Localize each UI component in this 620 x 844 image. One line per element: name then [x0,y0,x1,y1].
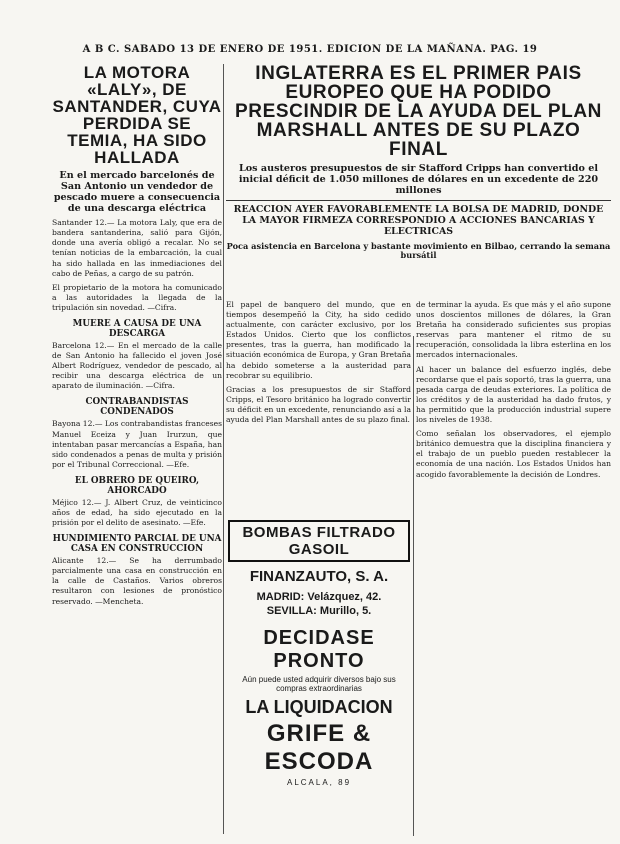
article-paragraph: Santander 12.— La motora Laly, que era de bandera santanderina, salió para Gijón, donde una avería obligó a recalar. No se tenían noticias de la embarcación, la cual ha sido hallada en las inmediaciones del cabo de Peñas, a cargo de su patrón. [52,218,222,278]
article-paragraph: de terminar la ayuda. Es que más y el año supone unos doscientos millones de dólares, la Gran Bretaña ha considerado suficientes sus propias reservas para mantener el ritmo de su recuperación, consolidada la libra esterlina en los mercados internacionales. [416,300,611,360]
right-column [416,300,611,835]
article-paragraph: Bayona 12.— Los contrabandistas franceses Manuel Eceiza y Juan Irurzun, que intentaban pasar mercancías a España, han sido condenados a penas de multa y prisión por el Tribunal Correccional. —Efe. [52,419,222,469]
left-headline: LA MOTORA «LALY», DE SANTANDER, CUYA PERDIDA SE TEMIA, HA SIDO HALLADA [52,64,222,167]
section-headline: REACCION AYER FAVORABLEMENTE LA BOLSA DE MADRID, DONDE LA MAYOR FIRMEZA CORRESPONDIO A ACCIONES BANCARIAS Y ELECTRICAS [233,204,604,237]
column-divider [413,336,414,836]
article-paragraph: Barcelona 12.— En el mercado de la calle de San Antonio ha fallecido el joven José Albert Rodríguez, vendedor de pescado, al recibir una descarga eléctrica de un aparato de iluminación. —Cifra. [52,340,222,391]
article-paragraph: Alicante 12.— Se ha derrumbado parcialmente una casa en construcción en la calle de Castaños. Varios obreros resultaron con lesiones de pronóstico reservado. —Mencheta. [52,556,222,606]
column-divider [223,64,224,834]
main-headline: INGLATERRA ES EL PRIMER PAIS EUROPEO QUE HA PODIDO PRESCINDIR DE LA AYUDA DEL PLAN MARSHALL ANTES DE SU PLAZO FINAL [235,64,602,160]
section-subhead: Poca asistencia en Barcelona y bastante movimiento en Bilbao, cerrando la semana bursátil [226,240,611,260]
ad-address-madrid: MADRID: Velázquez, 42. [256,591,382,603]
ad-address-sevilla: SEVILLA: Murillo, 5. [266,605,372,617]
section-title: MUERE A CAUSA DE UNA DESCARGA [72,318,202,339]
section-title: CONTRABANDISTAS CONDENADOS [85,397,189,418]
ad-brand: GRIFE & ESCODA [264,720,374,775]
left-column [52,64,222,834]
divider [226,200,611,201]
ad-liquidation: LA LIQUIDACION [245,697,393,717]
ad-headline: DECIDASE PRONTO [263,627,375,672]
section-title: EL OBRERO DE QUEIRO, AHORCADO [74,475,200,496]
ad-title: BOMBAS FILTRADO GASOIL [228,520,410,562]
middle-column [226,300,411,515]
article-paragraph: Como señalan los observadores, el ejemplo británico demuestra que la disciplina financiera y el trabajo de un pueblo pueden restablecer la economía de una nación. Los Estados Unidos han acogido favorablemente la decisión de Londres. [416,429,611,479]
ad-address: ALCALA, 89 [286,778,352,787]
article-paragraph: Gracias a los presupuestos de sir Stafford Cripps, el Tesoro británico ha logrado convertir su déficit en un excedente, renunciando así a la ayuda del Plan Marshall antes de su plazo final. [226,384,411,425]
advertisement [228,520,410,832]
ad-company: FINANZAUTO, S. A. [249,568,389,585]
article-paragraph: Méjico 12.— J. Albert Cruz, de veinticinco años de edad, ha sido ejecutado en la prisión por el delito de asesinato. —Efe. [52,497,222,528]
article-paragraph: El propietario de la motora ha comunicado a las autoridades la llegada de la tripulación sin novedad. —Cifra. [52,282,222,312]
ad-text: Aún puede usted adquirir diversos bajo sus compras extraordinarias [242,675,396,693]
main-subhead: Los austeros presupuestos de sir Stafford Cripps han convertido el inicial déficit de 1.050 millones de dólares en un excedente de 220 millones [238,163,599,197]
page-header: A B C. SABADO 13 DE ENERO DE 1951. EDICION DE LA MAÑANA. PAG. 19 [82,44,538,55]
article-paragraph: Al hacer un balance del esfuerzo inglés, debe recordarse que el país soportó, tras la guerra, una pesada carga de deudas exteriores. La política de los créditos y de la austeridad ha dado frutos, y ha permitido que la producción industrial supere los niveles de 1938. [416,364,611,425]
section-title: HUNDIMIENTO PARCIAL DE UNA CASA EN CONSTRUCCION [52,534,222,555]
left-subhead: En el mercado barcelonés de San Antonio un vendedor de pescado muere a consecuencia de una descarga eléctrica [53,170,221,215]
article-paragraph: El papel de banquero del mundo, que en tiempos desempeñó la City, ha sido cedido actualmente, con carácter exclusivo, por los Estados Unidos. Cierto que los conflictos presentes, tras la guerra, han modificado la situación económica de Europa, y Gran Bretaña ha debido someterse a la austeridad para recobrar su equilibrio. [226,300,411,380]
